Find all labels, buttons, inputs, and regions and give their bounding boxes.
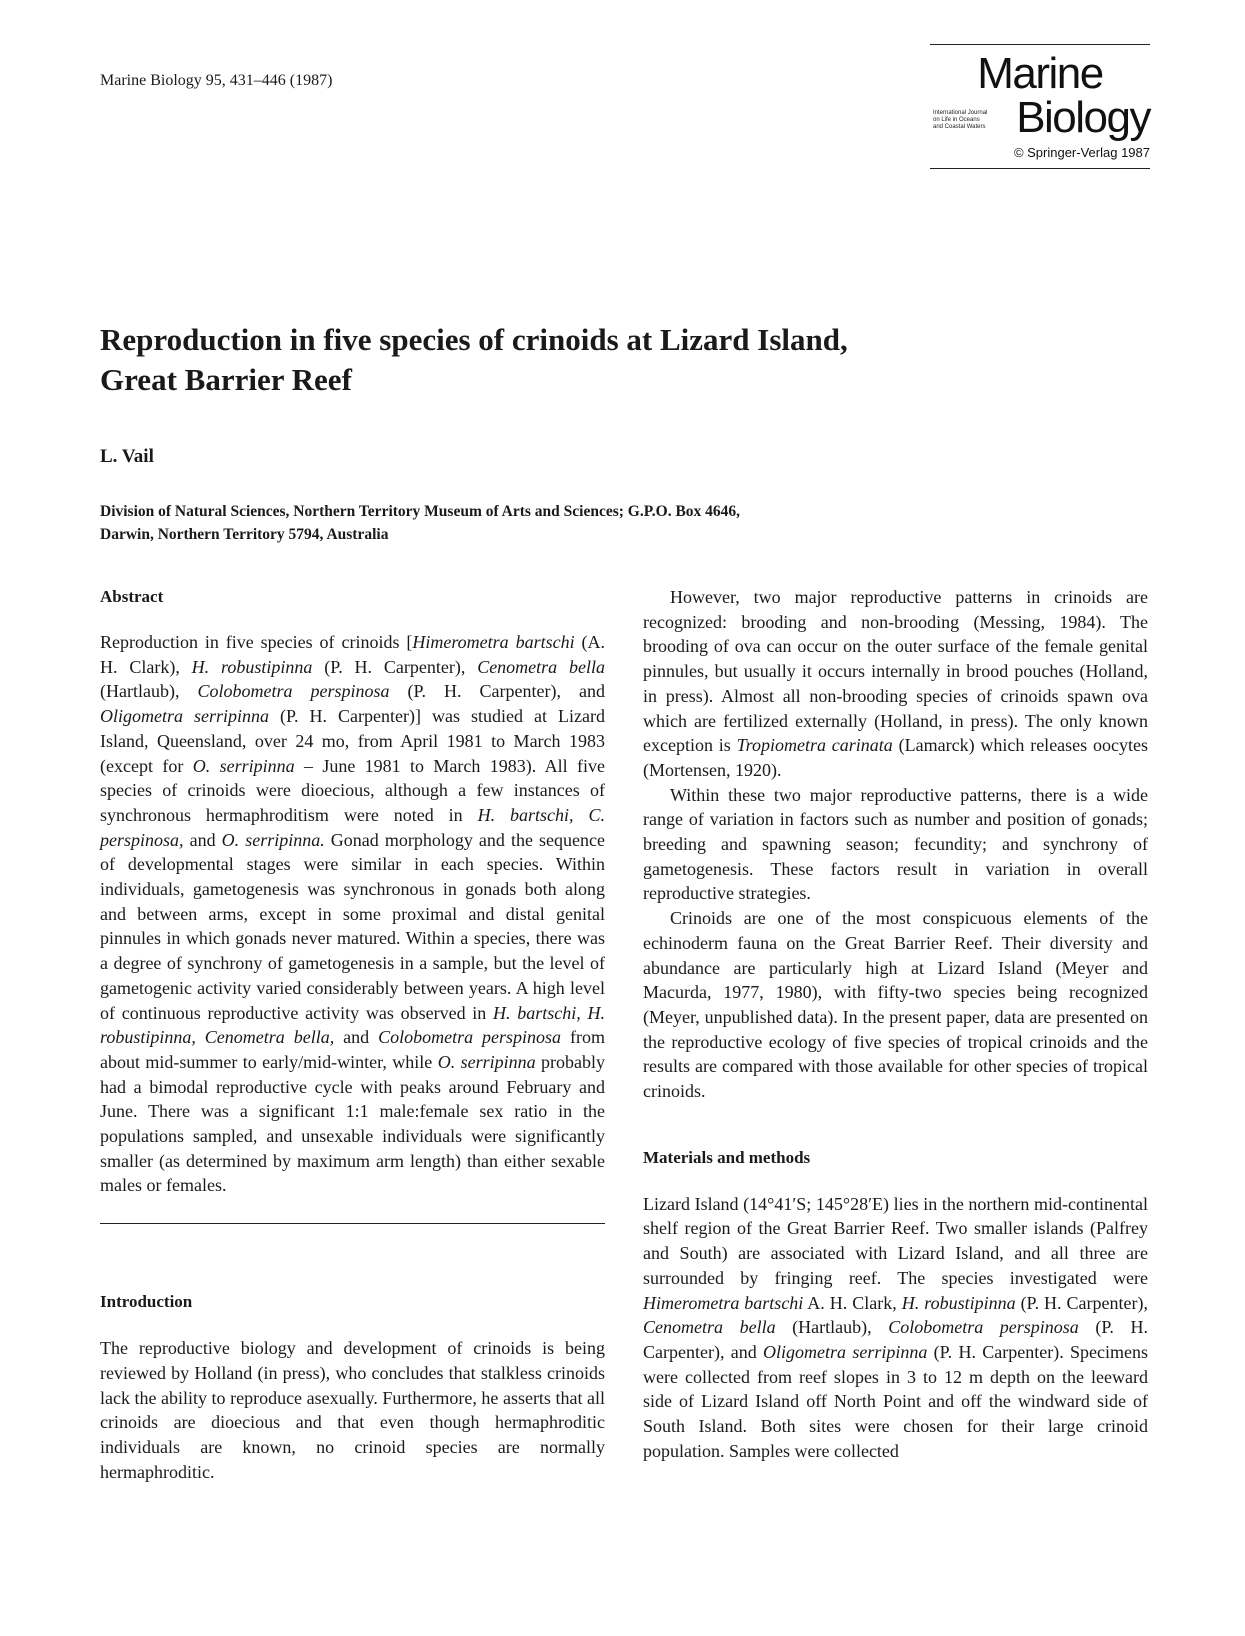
logo-tagline-line: International Journal [933, 110, 988, 116]
abstract-paragraph: Reproduction in five species of crinoids [Himerometra bartschi (A. H. Clark), H. robustipinna (P. H. Carpenter), Cenometra bella (Hartlaub), Colobometra perspinosa (P. H. Carpenter), and Oligometra serripinna (P. H. Carpenter)] was studied at Lizard Island, Queensland, over 24 mo, from April 1981 to March 1983 (except for O. serripinna – June 1981 to March 1983). All five species of crinoids were dioecious, although a few instances of synchronous hermaphroditism were noted in H. bartschi, C. perspinosa, and O. serripinna. Gonad morphology and the sequence of developmental stages were similar in each species. Within individuals, gametogenesis was synchronous in gonads both along and between arms, except in some proximal and distal genital pinnules in which gonads never matured. Within a species, there was a degree of synchrony of gametogenesis in a sample, but the level of gametogenic activity varied considerably between years. A high level of continuous reproductive activity was observed in H. bartschi, H. robustipinna, Cenometra bella, and Colobometra perspinosa from about mid-summer to early/mid-winter, while O. serripinna probably had a bimodal reproductive cycle with peaks around February and June. There was a significant 1:1 male:female sex ratio in the populations sampled, and unsexable individuals were significantly smaller (as determined by maximum arm length) than either sexable males or females. [100, 632, 606, 1196]
methods-paragraph: Lizard Island (14°41′S; 145°28′E) lies in the northern mid-continental shelf region of the Great Barrier Reef. Two smaller islands (Palfrey and South) are associated with Lizard Island, and all three are surrounded by fringing reef. The species investigated were Himerometra bartschi A. H. Clark, H. robustipinna (P. H. Carpenter), Cenometra bella (Hartlaub), Colobometra perspinosa (P. H. Carpenter), and Oligometra serripinna (P. H. Carpenter). Specimens were collected from reef slopes in 3 to 12 m depth on the leeward side of Lizard Island off North Point and off the windward side of South Island. Both sites were chosen for their large crinoid population. Samples were collected [643, 1193, 1148, 1461]
abstract-heading: Abstract [100, 587, 164, 606]
introduction-paragraph: Crinoids are one of the most conspicuous elements of the echinoderm fauna on the Great Barrier Reef. Their diversity and abundance are particularly high at Lizard Island (Meyer and Macurda, 1977, 1980), with fifty-two species being recognized (Meyer, unpublished data). In the present paper, data are presented on the reproductive ecology of five species of tropical crinoids and the results are compared with those available for other species of tropical crinoids. [643, 908, 1148, 1102]
journal-logo-marine: Marine [977, 49, 1103, 98]
journal-citation: Marine Biology 95, 431–446 (1987) [100, 72, 333, 89]
article-title [100, 320, 1060, 400]
author-name: L. Vail [100, 446, 154, 467]
journal-logo-tagline [933, 110, 999, 131]
introduction-paragraph: However, two major reproductive patterns in crinoids are recognized: brooding and non-brooding (Messing, 1984). The brooding of ova can occur on the outer surface of the female genital pinnules, but usually it occurs internally in brood pouches (Holland, in press). Almost all non-brooding species of crinoids spawn ova which are fertilized externally (Holland, in press). The only known exception is Tropiometra carinata (Lamarck) which releases oocytes (Mortensen, 1920). [643, 587, 1148, 780]
introduction-heading: Introduction [100, 1292, 193, 1312]
copyright-notice: © Springer-Verlag 1987 [1013, 145, 1150, 160]
logo-top-rule [930, 44, 1150, 45]
introduction-paragraph: The reproductive biology and development of crinoids is being reviewed by Holland (in press), who concludes that stalkless crinoids lack the ability to reproduce asexually. Furthermore, he asserts that all crinoids are dioecious and that even though hermaphroditic individuals are known, no crinoid species are normally hermaphroditic. [100, 1338, 605, 1482]
methods-heading: Materials and methods [643, 1147, 811, 1167]
title-line: Reproduction in five species of crinoids at Lizard Island, [100, 322, 848, 357]
logo-bottom-rule [930, 168, 1150, 169]
affiliation-line: Division of Natural Sciences, Northern Territory Museum of Arts and Sciences; G.P.O. Box 4646, [100, 503, 741, 520]
journal-logo-biology: Biology [1016, 93, 1150, 142]
introduction-paragraph: Within these two major reproductive patterns, there is a wide range of variation in factors such as number and position of gonads; breeding and spawning season; fecundity; and synchrony of gametogenesis. These factors result in variation in overall reproductive strategies. [643, 784, 1148, 904]
logo-tagline-line: and Coastal Waters [933, 124, 986, 130]
right-column [643, 585, 1148, 1464]
abstract-divider [100, 1223, 605, 1224]
author-affiliation [100, 500, 1100, 546]
left-column [100, 585, 605, 1484]
title-line: Great Barrier Reef [100, 362, 352, 397]
affiliation-line: Darwin, Northern Territory 5794, Australia [100, 526, 389, 543]
logo-tagline-line: on Life in Oceans [933, 117, 980, 123]
